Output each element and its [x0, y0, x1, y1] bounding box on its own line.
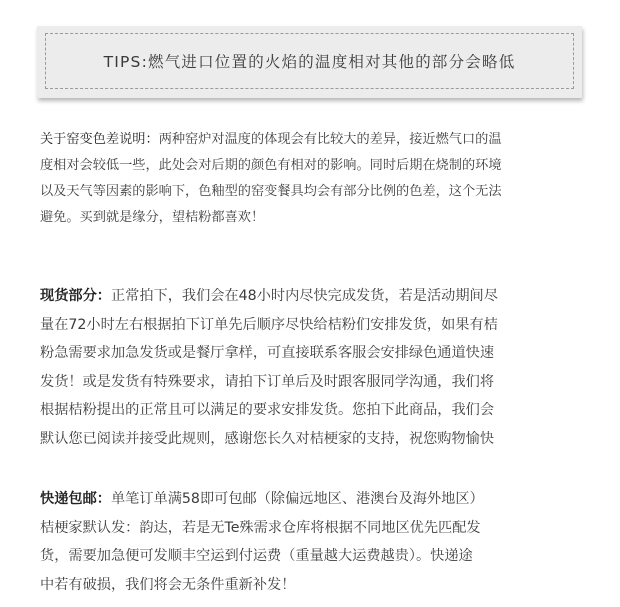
color-difference-line: 避免。买到就是缘分，望桔粉都喜欢！: [40, 210, 265, 225]
shipping-label: 快递包邮：: [40, 491, 111, 507]
color-difference-text: 两种窑炉对温度的体现会有比较大的差异，接近燃气口的温: [158, 132, 502, 147]
color-difference-label: 关于窑变色差说明：: [40, 132, 159, 147]
shipping-text: 单笔订单满58即可包邮（除偏远地区、港澳台及海外地区）: [110, 491, 484, 507]
shipping-line: [40, 485, 582, 514]
color-difference-line: 度相对会较低一些，此处会对后期的颜色有相对的影响。同时后期在烧制的环境: [40, 158, 502, 173]
stock-line: 粉急需要求加急发货或是餐厅拿样，可直接联系客服会安排绿色通道快速: [40, 345, 495, 362]
stock-label: 现货部分：: [40, 288, 111, 304]
stock-text: 正常拍下，我们会在48小时内尽快完成发货，若是活动期间尽: [110, 288, 498, 304]
shipping-line: 货，需要加急便可发顺丰空运到付运费（重量越大运费越贵）。快递途: [40, 548, 473, 565]
tips-text: TIPS:燃气进口位置的火焰的温度相对其他的部分会略低: [103, 53, 516, 71]
tips-banner: [37, 26, 582, 98]
stock-line: 默认您已阅读并接受此规则，感谢您长久对桔梗家的支持，祝您购物愉快: [40, 430, 495, 447]
shipping-line: 中若有破损，我们将会无条件重新补发！: [40, 576, 296, 593]
stock-line: [40, 282, 582, 311]
color-difference-line: [40, 127, 582, 153]
shipping-line: 桔梗家默认发：韵达，若是无Te殊需求仓库将根据不同地区优先匹配发: [40, 519, 481, 536]
stock-section: [40, 282, 582, 454]
shipping-section: [40, 485, 582, 599]
stock-line: 量在72小时左右根据拍下订单先后顺序尽快给桔粉们安排发货，如果有桔: [40, 316, 498, 333]
tips-dashed-frame: [45, 33, 574, 89]
stock-line: 根据桔粉提出的正常且可以满足的要求安排发货。您拍下此商品，我们会: [40, 402, 495, 419]
stock-line: 发货！或是发货有特殊要求，请拍下订单后及时跟客服同学沟通，我们将: [40, 373, 495, 390]
color-difference-line: 以及天气等因素的影响下，色釉型的窑变餐具均会有部分比例的色差，这个无法: [40, 184, 502, 199]
color-difference-section: [40, 127, 582, 231]
